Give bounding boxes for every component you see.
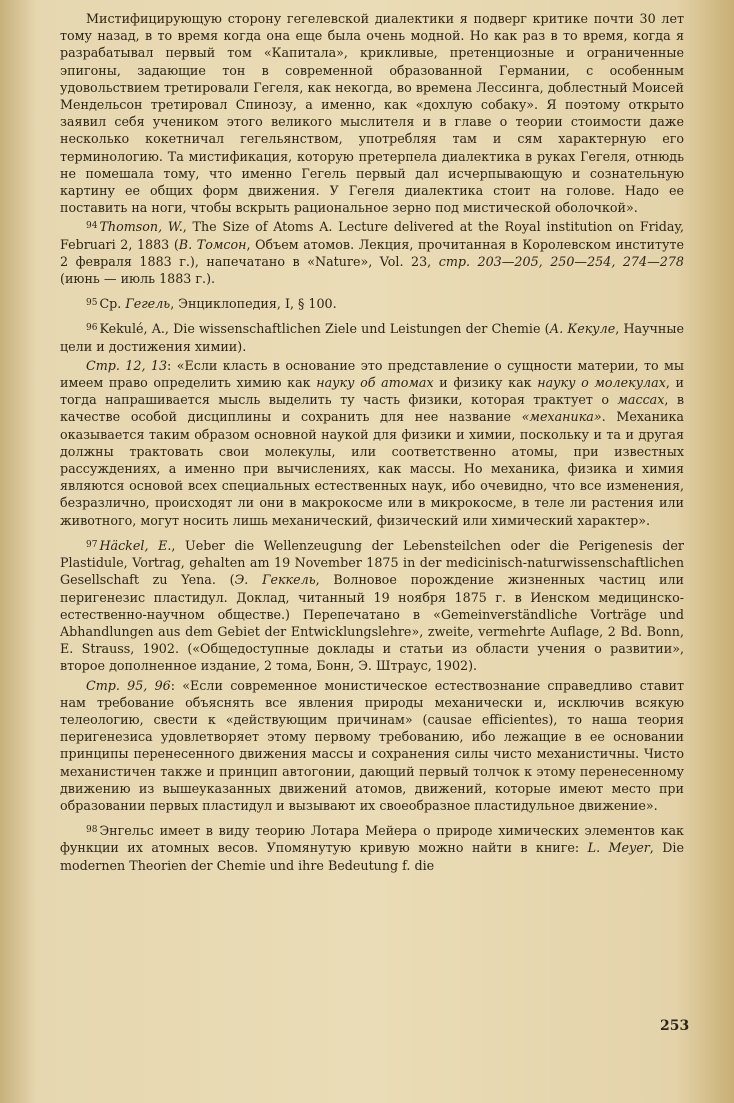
footnote-number: 94 [86,221,98,232]
footnote-text: Ср. [99,296,126,312]
footnote-number: 98 [86,825,98,836]
footnote-number: 96 [86,323,98,334]
footnote-author: Häckel, E. [99,537,172,553]
footnote-text: , Объем атомов. Лекция, прочитанная в Королевском институте 2 февраля 1883 г.), напечатано в «Nature», Vol. 23, [60,236,684,269]
footnote-text: (июнь — июль 1883 г.). [60,271,216,287]
footnote-italic: Гегель [125,296,171,312]
footnote-author-ru: Э. Геккель [234,572,316,588]
footnote-number: 97 [86,539,98,550]
footnote-text: , Die modernen Theorien der Chemie und ihre Bedeutung f. die [60,840,684,873]
footnote-text: , The Size of Atoms A. Lecture delivered at the Royal institution on Friday, Februari 2, 1883 ( [60,219,684,252]
footnote-text: Энгельс имеет в виду теорию Лотара Мейера о природе химических элементов как функции их атомных весов. Упомянутую кривую можно найти в книге: [60,823,684,856]
quote-italic: науку об атомах [316,375,434,391]
quote-text: и физику как [433,375,538,391]
quote-97 [60,677,684,815]
footnote-author: Thomson, W. [99,219,183,235]
quote-italic: «механика» [521,409,602,425]
footnote-94 [60,218,684,287]
footnote-pages: стр. 203—205, 250—254, 274—278 [438,253,684,269]
footnote-text: , Энциклопедия, I, § 100. [170,296,337,312]
quote-text: . Механика оказывается таким образом основной наукой для физики и химии, поскольку и та и другая должны трактовать свои молекулы, или соответственно атомы, при известных рассуждениях, а именно при вычислениях, как массы. Но механика, физика и химия являются основой всех специальных естественных наук, ибо очевидно, что все изменения, безразлично, происходят ли они в макрокосме или в микрокосме, в теле ли растения или животного, могут носить лишь механический, физический или химический характер». [60,409,684,528]
footnote-text: , Ueber die Wellenzeugung der Lebensteilchen oder die Perigenesis der Plastidule, Vortrag, gehalten am 19 November 1875 in der medicinisch-naturwissenschaftlichen Gesellschaft zu Yena. ( [60,537,684,588]
footnote-text: , Волновое порождение жизненных частиц или перигенезис пластидул. Доклад, читанный 19 ноября 1875 г. в Иенском медицинско-естественно-научном обществе.) Перепечатано в «Gemeinverständliche Vorträge und Abhandlungen aus dem Gebiet der Entwicklungslehre», zweite, vermehrte Auflage, 2 Bd. Bonn, E. Strauss, 1902. («Общедоступные доклады и статьи из области учения о развитии», второе дополненное издание, 2 тома, Бонн, Э. Штраус, 1902). [60,572,684,674]
page-text [60,10,684,874]
intro-paragraph [60,10,684,216]
quote-italic: науку о молекулах [537,375,666,391]
footnote-author-ru: В. Томсон [178,236,247,252]
footnote-97 [60,537,684,675]
quote-text: : «Если класть в основание это представление о сущности материи, то мы имеем право определить химию как [60,357,685,391]
footnote-98 [60,822,684,874]
quote-italic: массах [617,392,665,408]
quote-text: , и тогда напрашивается мысль выделить ту часть физики, которая трактует о [60,375,684,408]
footnote-number: 95 [86,298,98,309]
quote-text: , в качестве особой дисциплины и сохранить для нее название [60,392,684,425]
intro-text: Мистифицирующую сторону гегелевской диалектики я подверг критике почти 30 лет тому назад, в то время когда она еще была очень модной. Но как раз в то время, когда я разрабатывал первый том «Капитала», крикливые, претенциозные и ограниченные эпигоны, задающие тон в современной образованной Германии, с особенным удовольствием третировали Гегеля, как некогда, во времена Лессинга, доблестный Моисей Мендельсон третировал Спинозу, а именно, как «дохлую собаку». Я поэтому открыто заявил себя учеником этого великого мыслителя и в главе о теории стоимости даже несколько кокетничал гегельянством, употребляя там и сям характерную его терминологию. Та мистификация, которую претерпела диалектика в руках Гегеля, отнюдь не помешала тому, что именно Гегель первый дал исчерпывающую и сознательную картину ее общих форм движения. У Гегеля диалектика стоит на голове. Надо ее поставить на ноги, чтобы вскрыть рациональное зерно под мистической оболочкой». [60,11,684,216]
footnote-author: L. Meyer [587,840,650,856]
footnote-italic: А. Кекуле [549,321,616,337]
page-number: 253 [660,1018,690,1034]
quote-pages: Стр. 95, 96 [86,677,171,693]
footnote-95 [60,295,684,312]
quote-pages: Стр. 12, 13 [86,357,168,373]
footnote-text: Kekulé, A., Die wissenschaftlichen Ziele und Leistungen der Chemie ( [99,321,550,337]
quote-text: : «Если современное монистическое естествознание справедливо ставит нам требование объяснять все явления природы механически и, исключив всякую телеологию, свести к «действующим причинам» (causae efficientes), то наша теория перигенезиса удовлетворяет этому первому требованию, ибо лежащие в ее основании принципы перенесенного движения массы и сохранения силы чисто механистичны. Чисто механистичен также и принцип автогонии, дающий первый толчок к этому перенесенному движению из вышеуказанных движений атомов, движений, которые имеют место при образовании первых пластидул и вызывают их своеобразное пластидульное движение». [60,677,684,813]
footnote-text: , Научные цели и достижения химии). [60,321,684,354]
quote-96 [60,357,684,529]
footnote-96 [60,320,684,354]
